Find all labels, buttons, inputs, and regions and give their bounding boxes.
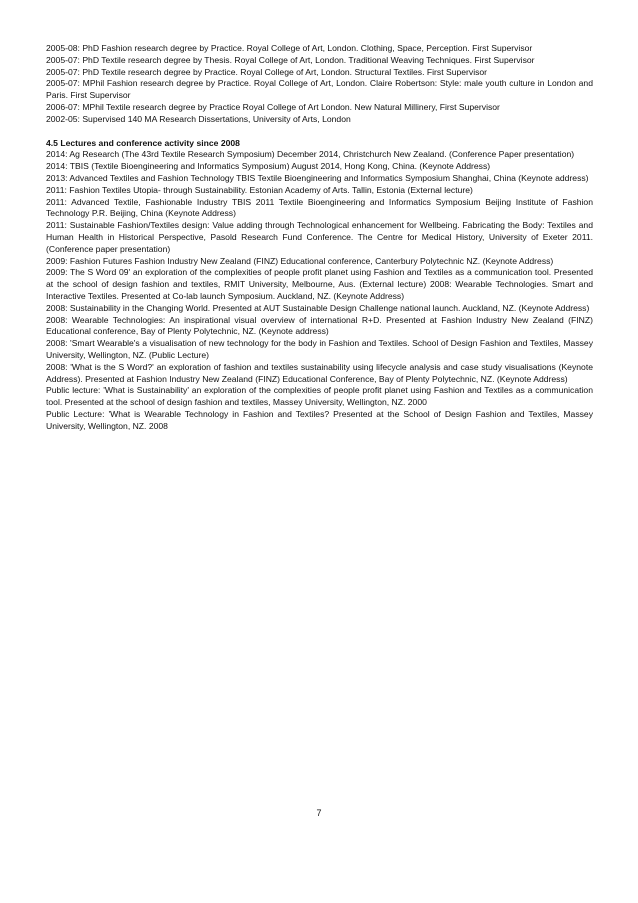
lecture-item: 2011: Sustainable Fashion/Textiles design: Value adding through Technological enhancement for Wellbeing. Fabricating the Body: Textiles and Human Health in Historical Perspective, Pasold Research Fund Conference. The Centre for Medical History, University of Exeter 2011. (Conference paper presentation) [46, 220, 593, 254]
supervision-item: 2005-08: PhD Fashion research degree by Practice. Royal College of Art, London. Clothing, Space, Perception. First Supervisor [46, 43, 533, 53]
lecture-item: 2008: Sustainability in the Changing World. Presented at AUT Sustainable Design Challenge national launch. Auckland, NZ. (Keynote Address) [46, 302, 590, 313]
supervision-list [46, 43, 593, 126]
section-gap [46, 126, 593, 138]
lecture-item: Public Lecture: 'What is Wearable Technology in Fashion and Textiles? Presented at the School of Design Fashion and Textiles, Massey University, Wellington, NZ. 2008 [46, 408, 593, 431]
lecture-item: 2008: 'Smart Wearable's a visualisation of new technology for the body in Fashion and Textiles. School of Design Fashion and Textiles, Massey University, Wellington, NZ. (Public Lecture) [46, 338, 593, 360]
supervision-item: 2005-07: PhD Textile research degree by Thesis. Royal College of Art, London. Traditional Weaving Techniques. First Supervisor [46, 54, 535, 65]
supervision-item: 2002-05: Supervised 140 MA Research Dissertations, University of Arts, London [46, 113, 351, 124]
section-heading-lectures: 4.5 Lectures and conference activity since 2008 [46, 137, 240, 148]
lecture-item: 2011: Advanced Textile, Fashionable Industry TBIS 2011 Textile Bioengineering and Informatics Symposium Beijing Institute of Fashion Technology P.R. Beijing, China (Keynote Address) [46, 196, 593, 219]
lecture-item: 2014: TBIS (Textile Bioengineering and Informatics Symposium) August 2014, Hong Kong, China. (Keynote Address) [46, 161, 491, 172]
lectures-list [46, 149, 593, 432]
lecture-item: 2011: Fashion Textiles Utopia- through Sustainability. Estonian Academy of Arts. Tallin, Estonia (External lecture) [46, 184, 473, 195]
lecture-item: 2014: Ag Research (The 43rd Textile Research Symposium) December 2014, Christchurch New Zealand. (Conference Paper presentation) [46, 149, 575, 160]
supervision-item: 2005-07: MPhil Fashion research degree by Practice. Royal College of Art, London. Claire Robertson: Style: male youth culture in London and Paris. First Supervisor [46, 78, 593, 101]
page-content [46, 43, 593, 433]
page-number: 7 [316, 808, 322, 818]
lecture-item: 2009: Fashion Futures Fashion Industry New Zealand (FINZ) Educational conference, Canterbury Polytechnic NZ. (Keynote Address) [46, 255, 554, 266]
supervision-item: 2005-07: PhD Textile research degree by Practice. Royal College of Art, London. Structural Textiles. First Supervisor [46, 66, 488, 77]
lecture-item: Public lecture: 'What is Sustainability' an exploration of the complexities of people profit planet using Fashion and Textiles as a communication tool. Presented at the school of design fashion and textiles, Massey University, Wellington, NZ. 2000 [46, 385, 593, 408]
supervision-item: 2006-07: MPhil Textile research degree by Practice Royal College of Art London. New Natural Millinery, First Supervisor [46, 101, 500, 112]
lecture-item: 2008: Wearable Technologies: An inspirational visual overview of international R+D. Presented at Fashion Industry New Zealand (FINZ) Educational conference, Bay of Plenty Polytechnic, NZ. (Keynote address) [46, 314, 593, 337]
lecture-item: 2009: The S Word 09' an exploration of the complexities of people profit planet using Fashion and Textiles as a communication tool. Presented at the school of design fashion and textiles, RMIT University, Melbourne, Aus. (External lecture) 2008: Wearable Technologies. Smart and Interactive Textiles. Presented at Co-lab launch Symposium. Auckland, NZ. (Keynote Address) [46, 267, 593, 301]
lecture-item: 2008: 'What is the S Word?' an exploration of fashion and textiles sustainability using lifecycle analysis and case study visualisations (Keynote Address). Presented at Fashion Industry New Zealand (FINZ) Educational Conference, Bay of Plenty Polytechnic, NZ. (Keynote Address) [46, 361, 593, 384]
lecture-item: 2013: Advanced Textiles and Fashion Technology TBIS Textile Bioengineering and Informatics Symposium Shanghai, China (Keynote address) [46, 172, 589, 183]
